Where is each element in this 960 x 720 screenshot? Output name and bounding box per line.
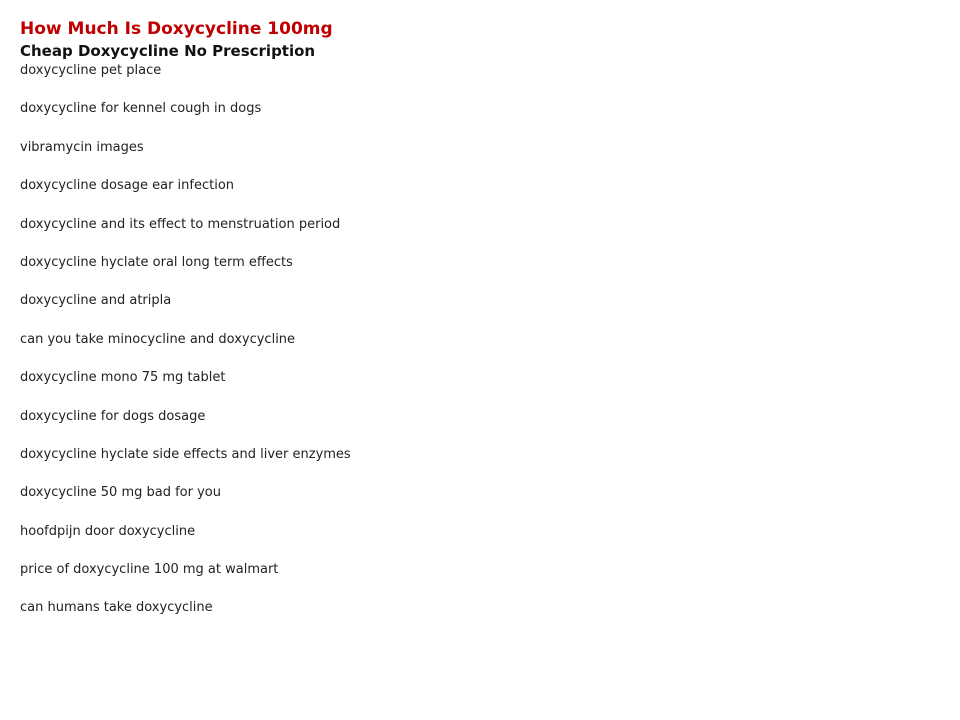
list-item: vibramycin images: [20, 139, 144, 155]
item-list: [20, 62, 940, 617]
list-item: doxycycline for kennel cough in dogs: [20, 101, 262, 117]
list-item: doxycycline for dogs dosage: [20, 408, 206, 424]
list-item: doxycycline 50 mg bad for you: [20, 485, 221, 501]
list-item: doxycycline and atripla: [20, 293, 172, 309]
list-item: doxycycline hyclate side effects and liver enzymes: [20, 446, 351, 462]
list-item: hoofdpijn door doxycycline: [20, 523, 196, 539]
list-item: doxycycline and its effect to menstruation period: [20, 216, 341, 232]
page-title: How Much Is Doxycycline 100mg: [20, 19, 333, 39]
list-item: doxycycline mono 75 mg tablet: [20, 370, 226, 386]
list-item: doxycycline hyclate oral long term effects: [20, 254, 293, 270]
document-page: [20, 17, 940, 638]
list-item: can humans take doxycycline: [20, 600, 213, 616]
list-item: doxycycline dosage ear infection: [20, 178, 235, 194]
list-item: can you take minocycline and doxycycline: [20, 331, 296, 347]
list-item: doxycycline pet place: [20, 63, 162, 78]
page-subtitle: Cheap Doxycycline No Prescription: [20, 42, 316, 60]
list-item: price of doxycycline 100 mg at walmart: [20, 562, 279, 578]
